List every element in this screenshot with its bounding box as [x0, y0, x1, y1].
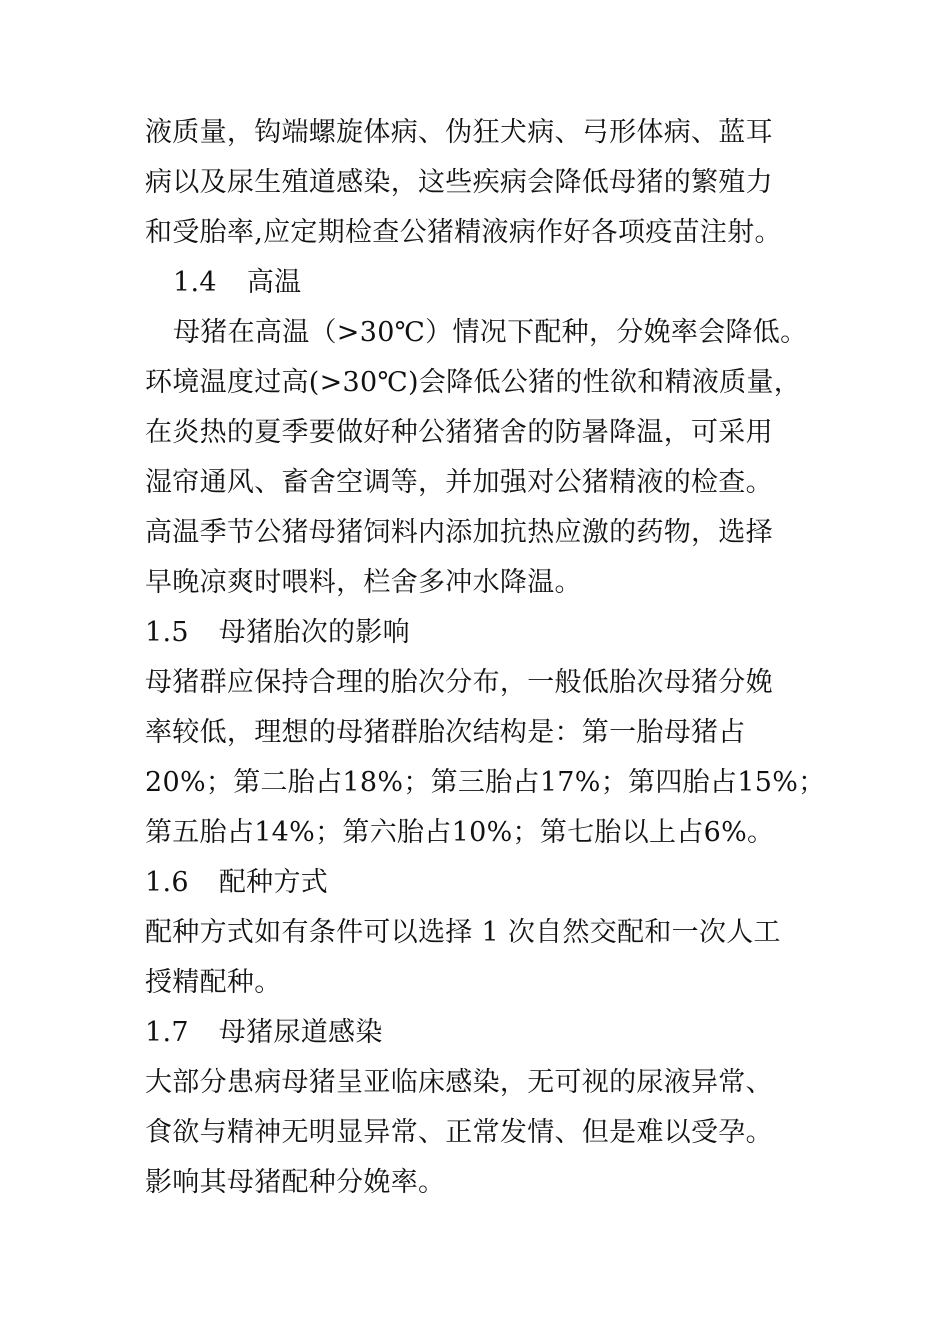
text-line: 在炎热的夏季要做好种公猪猪舍的防暑降温，可采用 — [145, 417, 773, 448]
text-line: 率较低，理想的母猪群胎次结构是：第一胎母猪占 — [145, 717, 746, 748]
section-number: 1.4 — [173, 267, 217, 298]
text-line: 病以及尿生殖道感染，这些疾病会降低母猪的繁殖力 — [145, 167, 773, 198]
paragraph-mating-method — [145, 908, 810, 1008]
section-number: 1.6 — [145, 867, 189, 898]
section-number: 1.5 — [145, 617, 189, 648]
paragraph-high-temperature — [145, 308, 810, 608]
document-body — [145, 108, 826, 1208]
section-heading-1-5 — [145, 608, 810, 658]
section-heading-1-4 — [145, 258, 810, 308]
paragraph-urinary-infection — [145, 1058, 810, 1208]
text-line: 液质量，钩端螺旋体病、伪狂犬病、弓形体病、蓝耳 — [145, 117, 773, 148]
text-line: 和受胎率,应定期检查公猪精液病作好各项疫苗注射。 — [145, 217, 782, 248]
text-line: 湿帘通风、畜舍空调等，并加强对公猪精液的检查。 — [145, 467, 773, 498]
section-heading-1-7 — [145, 1008, 810, 1058]
text-line: 食欲与精神无明显异常、正常发情、但是难以受孕。 — [145, 1117, 773, 1148]
text-line: 高温季节公猪母猪饲料内添加抗热应激的药物，选择 — [145, 517, 773, 548]
section-title: 配种方式 — [218, 867, 329, 898]
text-line: 授精配种。 — [145, 967, 282, 998]
text-line: 母猪群应保持合理的胎次分布，一般低胎次母猪分娩 — [145, 667, 773, 698]
text-line: 母猪在高温（>30℃）情况下配种，分娩率会降低。 — [173, 317, 808, 348]
paragraph-disease-continuation — [145, 108, 810, 258]
text-line: 环境温度过高(>30℃)会降低公猪的性欲和精液质量， — [145, 367, 802, 398]
text-line: 大部分患病母猪呈亚临床感染，无可视的尿液异常、 — [145, 1067, 773, 1098]
section-title: 母猪胎次的影响 — [218, 617, 410, 648]
section-heading-1-6 — [145, 858, 810, 908]
text-line: 20%；第二胎占18%；第三胎占17%；第四胎占15%； — [145, 767, 826, 798]
text-line: 早晚凉爽时喂料，栏舍多冲水降温。 — [145, 567, 582, 598]
section-title: 母猪尿道感染 — [218, 1017, 383, 1048]
section-number: 1.7 — [145, 1017, 189, 1048]
section-title: 高温 — [246, 267, 302, 298]
text-line: 影响其母猪配种分娩率。 — [145, 1167, 446, 1198]
text-line: 第五胎占14%；第六胎占10%；第七胎以上占6%。 — [145, 817, 775, 848]
paragraph-parity-distribution — [145, 658, 826, 858]
text-line: 配种方式如有条件可以选择 1 次自然交配和一次人工 — [145, 917, 781, 948]
